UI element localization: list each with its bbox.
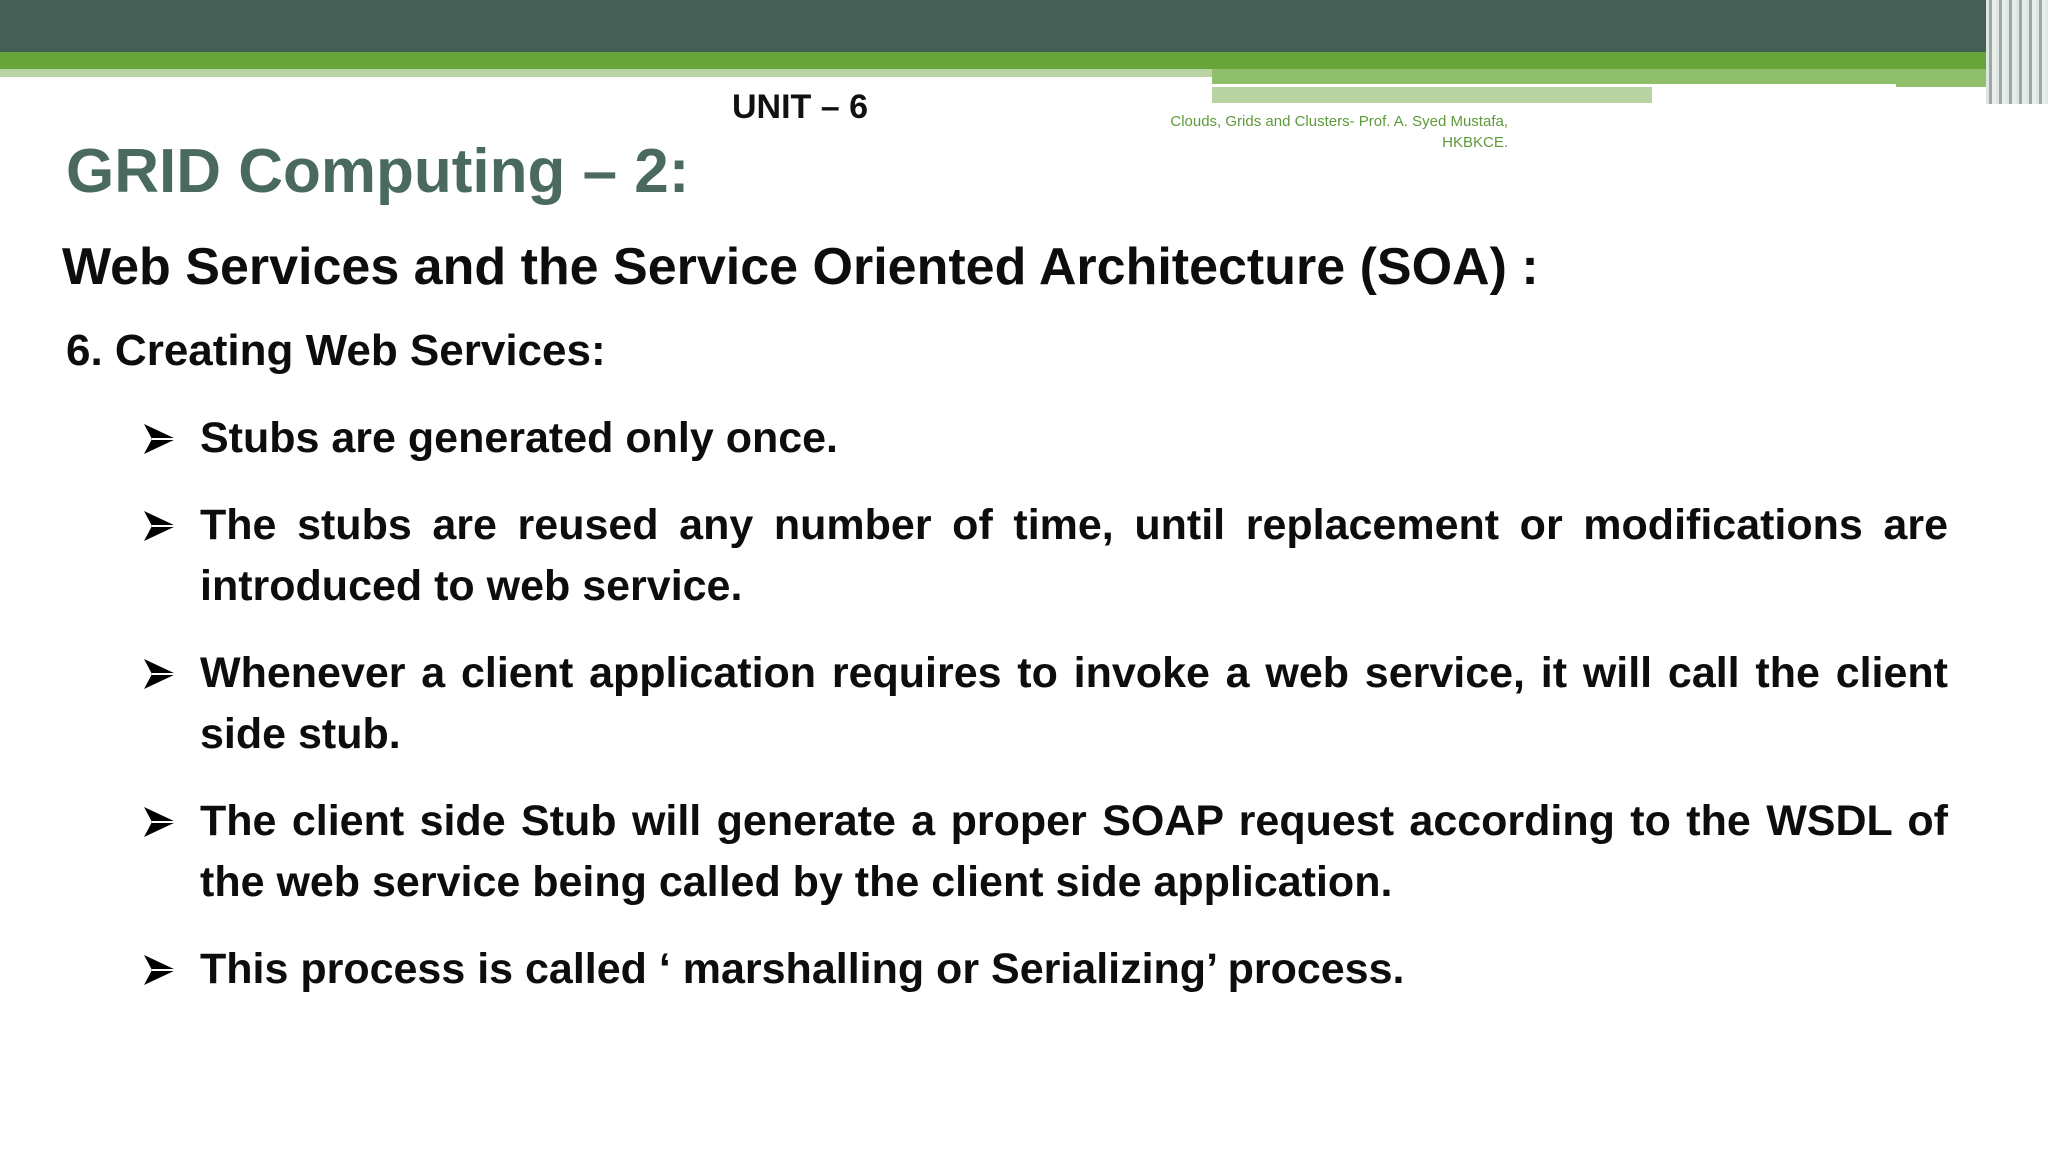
header-band-light [0, 69, 1212, 77]
bullet-text: This process is called ‘ marshalling or Serializing’ process. [200, 945, 1405, 993]
bullet-text: The stubs are reused any number of time, until replacement or modifications are introduced to web service. [200, 501, 1948, 610]
bullet-item [140, 643, 1948, 765]
header-stripes [1986, 0, 2048, 104]
credit-line-1: Clouds, Grids and Clusters- Prof. A. Syed Mustafa, [1170, 113, 1508, 130]
bullet-list [140, 408, 1948, 1026]
arrow-bullet-icon [140, 643, 184, 704]
arrow-bullet-icon [140, 939, 184, 1000]
arrow-bullet-icon [140, 408, 184, 469]
bullet-item [140, 408, 1948, 469]
bullet-item [140, 939, 1948, 1000]
header-band-dark [0, 0, 2048, 52]
header-band-green [0, 52, 2048, 69]
bullet-text: Stubs are generated only once. [200, 414, 839, 462]
unit-label: UNIT – 6 [732, 88, 869, 126]
bullet-text: Whenever a client application requires to invoke a web service, it will call the client side stub. [200, 649, 1948, 758]
arrow-bullet-icon [140, 791, 184, 852]
slide-subtitle: Web Services and the Service Oriented Architecture (SOA) : [62, 238, 1539, 296]
arrow-bullet-icon [140, 495, 184, 556]
bullet-item [140, 791, 1948, 913]
section-heading: 6. Creating Web Services: [66, 326, 606, 375]
header-band-accent-lower [1212, 87, 1652, 103]
slide-title: GRID Computing – 2: [66, 137, 690, 206]
bullet-text: The client side Stub will generate a proper SOAP request according to the WSDL of the web service being called by the client side application. [200, 797, 1948, 906]
credit-line-2: HKBKCE. [1442, 134, 1508, 151]
bullet-item [140, 495, 1948, 617]
credit-text [1120, 111, 1508, 153]
